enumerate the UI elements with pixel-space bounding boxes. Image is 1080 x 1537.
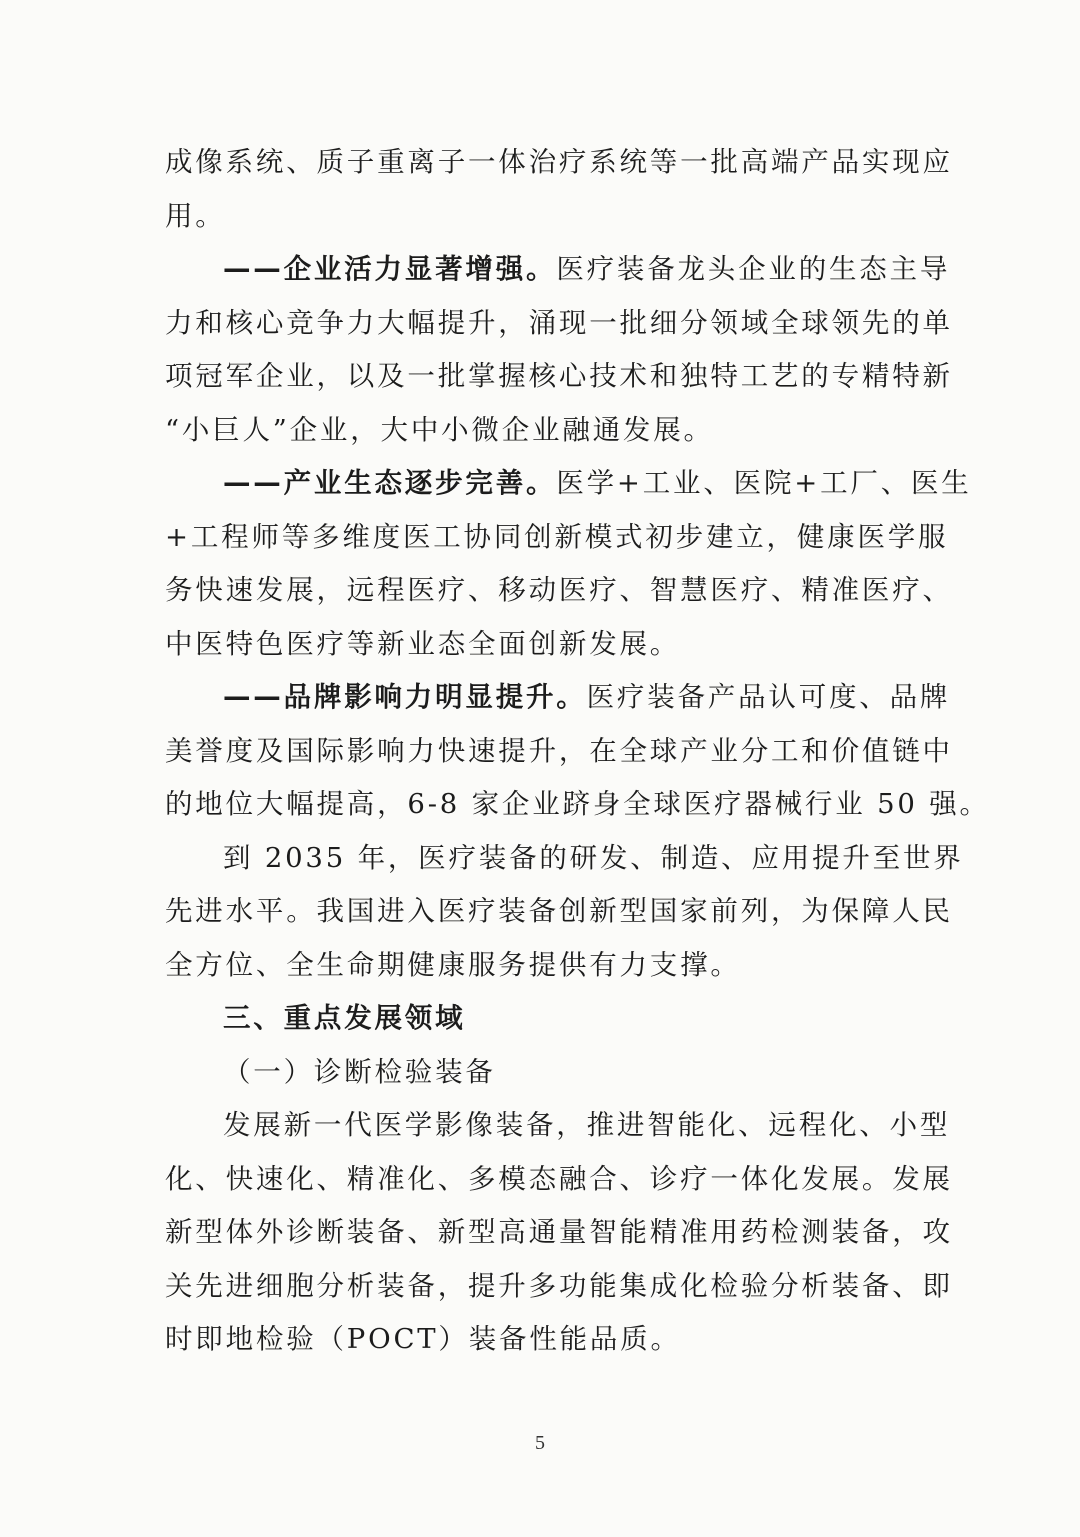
text-line: 项冠军企业，以及一批掌握核心技术和独特工艺的专精特新 [165,360,953,392]
text-line: 先进水平。我国进入医疗装备创新型国家前列，为保障人民 [165,895,953,927]
text-line: 中医特色医疗等新业态全面创新发展。 [165,627,681,660]
text-span: 医疗装备产品认可度、品牌 [586,681,951,713]
text-span: 医学+工业、医院+工厂、医生 [556,467,972,499]
text-line: 新型体外诊断装备、新型高通量智能精准用药检测装备，攻 [165,1216,953,1248]
paragraph-first-line: 到 2035 年，医疗装备的研发、制造、应用提升至世界 [223,841,964,874]
text-line: 时即地检验（POCT）装备性能品质。 [165,1323,681,1355]
bullet-paragraph-first-line [165,671,951,725]
text-line: 成像系统、质子重离子一体治疗系统等一批高端产品实现应 [165,146,953,178]
document-page [165,136,990,1367]
bullet-lead: ——企业活力显著增强。 [223,253,557,285]
text-line: 关先进细胞分析装备，提升多功能集成化检验分析装备、即 [165,1269,953,1302]
paragraph-first-line: 发展新一代医学影像装备，推进智能化、远程化、小型 [223,1109,951,1141]
text-line: 务快速发展，远程医疗、移动医疗、智慧医疗、精准医疗、 [165,574,953,606]
section-heading: 三、重点发展领域 [223,1002,466,1034]
bullet-lead: ——品牌影响力明显提升。 [223,681,587,713]
page-number: 5 [535,1432,545,1454]
bullet-lead: ——产业生态逐步完善。 [223,467,557,499]
text-line: 美誉度及国际影响力快速提升，在全球产业分工和价值链中 [165,734,953,767]
text-line: 力和核心竞争力大幅提升，涌现一批细分领域全球领先的单 [165,306,953,339]
text-line: 用。 [165,199,226,232]
subsection-heading: （一）诊断检验装备 [223,1055,496,1088]
text-line: +工程师等多维度医工协同创新模式初步建立，健康医学服 [165,520,949,553]
bullet-paragraph-first-line [165,243,951,297]
text-line: 全方位、全生命期健康服务提供有力支撑。 [165,948,741,981]
text-line: “小巨人”企业，大中小微企业融通发展。 [165,413,714,446]
bullet-paragraph-first-line [165,457,972,511]
text-span: 医疗装备龙头企业的生态主导 [556,253,951,285]
text-line: 化、快速化、精准化、多模态融合、诊疗一体化发展。发展 [165,1162,953,1195]
text-line: 的地位大幅提高，6-8 家企业跻身全球医疗器械行业 50 强。 [165,788,990,820]
